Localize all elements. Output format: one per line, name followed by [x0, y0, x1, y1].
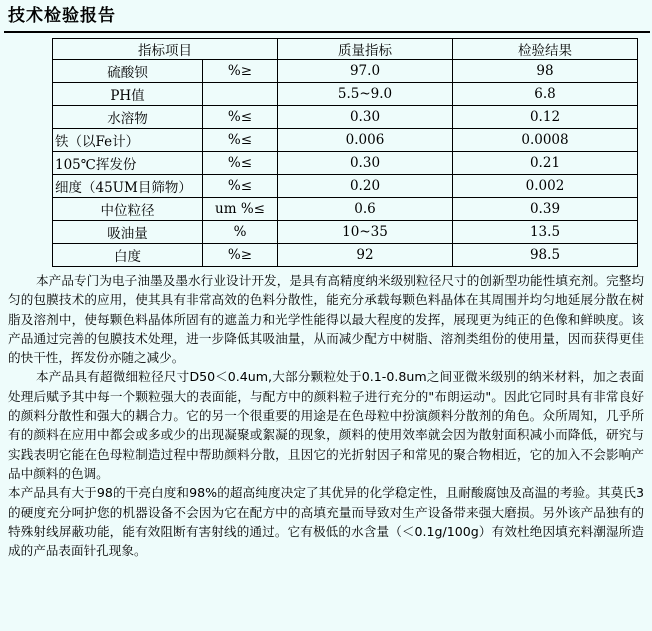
header-quality: 质量指标 — [278, 39, 453, 60]
row-name: PH值 — [53, 83, 203, 106]
row-quality: 10~35 — [278, 221, 453, 244]
table-row — [53, 244, 638, 267]
row-unit: %≤ — [203, 175, 278, 198]
row-name: 白度 — [53, 244, 203, 267]
row-name: 细度（45UM目筛物） — [53, 175, 203, 198]
table-row — [53, 198, 638, 221]
row-unit: %≥ — [203, 244, 278, 267]
row-quality: 5.5~9.0 — [278, 83, 453, 106]
header-item: 指标项目 — [53, 39, 278, 60]
row-result: 13.5 — [453, 221, 638, 244]
table-row — [53, 152, 638, 175]
row-name: 水溶物 — [53, 106, 203, 129]
row-result: 0.002 — [453, 175, 638, 198]
row-unit: %≤ — [203, 152, 278, 175]
row-name: 吸油量 — [53, 221, 203, 244]
row-name: 105℃挥发份 — [53, 152, 203, 175]
report-title: 技术检验报告 — [8, 6, 116, 26]
table-row — [53, 129, 638, 152]
row-result: 0.12 — [453, 106, 638, 129]
row-result: 6.8 — [453, 83, 638, 106]
table-row — [53, 175, 638, 198]
row-name: 中位粒径 — [53, 198, 203, 221]
paragraph-ink-application: 本产品专门为电子油墨及墨水行业设计开发，是具有高精度纳米级别粒径尺寸的创新型功能性填充剂。完整均匀的包膜技术的应用，使其具有非常高效的色料分散性，能充分承载每颗色料晶体在其周围并均匀地延展分散在树脂及溶剂中，使每颗色料晶体所固有的遮盖力和光学性能得以最大程度的发挥，展现更为纯正的色像和鲜映度。该产品通过完善的包膜技术处理，进一步降低其吸油量，从而减少配方中树脂、溶剂类组份的使用量，因而获得更佳的快干性，挥发份亦随之减少。 — [8, 273, 644, 366]
row-unit: um %≤ — [203, 198, 278, 221]
paragraph-particle-size: 本产品具有超微细粒径尺寸D50＜0.4um,大部分颗粒处于0.1-0.8um之间亚微米级别的纳米材料，加之表面处理后赋予其中每一个颗粒强大的表面能，与配方中的颜料粒子进行充分的"布朗运动"。因此它同时具有非常良好的颜料分散性和强大的耦合力。它的另一个很重要的用途是在色母粒中扮演颜料分散剂的角色。众所周知，几乎所有的颜料在应用中都会或多或少的出现凝聚或絮凝的现象，颜料的使用效率就会因为散射面积减小而降低，研究与实践表明它能在色母粒制造过程中帮助颜料分散，且因它的光折射因子和常见的聚合物相近，它的加入不会影响产品中颜料的色调。 — [8, 369, 644, 481]
product-description — [8, 271, 644, 560]
row-quality: 0.006 — [278, 129, 453, 152]
row-quality: 0.30 — [278, 106, 453, 129]
paragraph-whiteness-stability: 本产品具有大于98的干亮白度和98%的超高纯度决定了其优异的化学稳定性，且耐酸腐蚀及高温的考验。其莫氏3的硬度充分呵护您的机器设备不会因为它在配方中的高填充量而导致对生产设备带来强大磨损。另外该产品独有的特殊射线屏蔽功能，能有效阻断有害射线的通过。它有极低的水含量（＜0.1g/100g）有效杜绝因填充料潮湿所造成的产品表面针孔现象。 — [8, 485, 644, 559]
table-row — [53, 106, 638, 129]
row-unit: %≤ — [203, 129, 278, 152]
row-result: 98.5 — [453, 244, 638, 267]
row-quality: 97.0 — [278, 60, 453, 83]
row-result: 0.21 — [453, 152, 638, 175]
row-quality: 0.6 — [278, 198, 453, 221]
row-quality: 0.30 — [278, 152, 453, 175]
row-unit: %≤ — [203, 106, 278, 129]
row-result: 0.39 — [453, 198, 638, 221]
table-row — [53, 83, 638, 106]
row-result: 0.0008 — [453, 129, 638, 152]
title-underline — [4, 31, 650, 33]
table-header-row — [53, 39, 638, 60]
row-result: 98 — [453, 60, 638, 83]
row-name: 硫酸钡 — [53, 60, 203, 83]
row-name: 铁（以Fe计） — [53, 129, 203, 152]
row-unit: %≥ — [203, 60, 278, 83]
row-unit — [203, 83, 278, 106]
row-quality: 0.20 — [278, 175, 453, 198]
row-quality: 92 — [278, 244, 453, 267]
header-result: 检验结果 — [453, 39, 638, 60]
table-row — [53, 60, 638, 83]
inspection-table — [52, 38, 638, 267]
row-unit: % — [203, 221, 278, 244]
table-row — [53, 221, 638, 244]
